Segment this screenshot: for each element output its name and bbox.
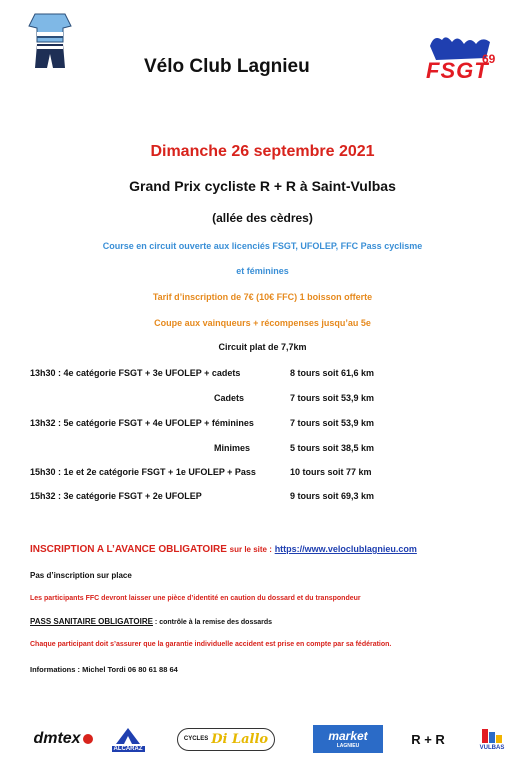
schedule-row-left: Cadets	[214, 393, 245, 403]
club-name: Vélo Club Lagnieu	[144, 56, 310, 77]
fsgt-logo-text: FSGT	[426, 58, 489, 83]
inscription-site-label: sur le site :	[229, 545, 272, 554]
event-date: Dimanche 26 septembre 2021	[150, 143, 375, 160]
pass-line	[30, 617, 272, 626]
inscription-heading: INSCRIPTION A L’AVANCE OBLIGATOIRE	[30, 544, 227, 555]
schedule-row-right: 7 tours soit 53,9 km	[290, 418, 375, 428]
schedule-row-left: 13h32 : 5e catégorie FSGT + 4e UFOLEP + féminines	[30, 418, 254, 428]
schedule-row-left: 13h30 : 4e catégorie FSGT + 3e UFOLEP + cadets	[30, 368, 241, 378]
insurance-note: Chaque participant doit s’assurer que la garantie individuelle accident est prise en compte par sa fédération.	[30, 641, 392, 648]
event-location: (allée des cèdres)	[212, 211, 313, 225]
event-open-line1: Course en circuit ouverte aux licenciés FSGT, UFOLEP, FFC Pass cyclisme	[102, 241, 423, 251]
cycles-text: CYCLES	[183, 736, 209, 742]
cycles-dilallo-logo	[172, 722, 280, 756]
schedule-row-right: 5 tours soit 38,5 km	[290, 443, 375, 453]
vulbas-logo	[474, 722, 510, 756]
schedule-row-left: Minimes	[214, 443, 251, 453]
schedule-row-left: 15h32 : 3e catégorie FSGT + 2e UFOLEP	[30, 491, 202, 501]
ffc-note: Les participants FFC devront laisser une pièce d’identité en caution du dossard et du transpondeur	[30, 595, 361, 602]
carrefour-market-logo	[312, 722, 384, 756]
dilallo-text: Di Lallo	[211, 731, 269, 747]
inscription-line	[30, 544, 417, 555]
jersey-image	[27, 12, 73, 74]
market-text: market	[328, 729, 368, 743]
rr-logo: R + R	[411, 731, 445, 747]
vulbas-logo-text: VULBAS	[479, 745, 505, 751]
no-onsite-registration: Pas d’inscription sur place	[30, 571, 132, 580]
alcaraz-logo-text: ALCARAZ	[113, 746, 143, 752]
pass-text: : contrôle à la remise des dossards	[152, 619, 273, 626]
contact-info: Informations : Michel Tordi 06 80 61 88 64	[30, 665, 178, 674]
schedule-row-right: 10 tours soit 77 km	[290, 467, 372, 477]
event-tarif: Tarif d’inscription de 7€ (10€ FFC) 1 boisson offerte	[152, 292, 373, 302]
schedule-row-right: 8 tours soit 61,6 km	[290, 368, 375, 378]
event-circuit: Circuit plat de 7,7km	[218, 342, 307, 352]
alcaraz-logo	[108, 722, 148, 756]
inscription-url-link[interactable]: https://www.veloclublagnieu.com	[274, 544, 417, 554]
event-open-line2: et féminines	[236, 266, 289, 276]
schedule-row-left: 15h30 : 1e et 2e catégorie FSGT + 1e UFOLEP + Pass	[30, 467, 256, 477]
fsgt-logo-number: 69	[482, 52, 496, 66]
event-coupe: Coupe aux vainqueurs + récompenses jusqu’au 5e	[154, 318, 371, 328]
schedule-row-right: 7 tours soit 53,9 km	[290, 393, 375, 403]
dmtex-logo-text: dmtex	[33, 730, 81, 747]
dmtex-logo	[28, 722, 98, 756]
event-title: Grand Prix cycliste R + R à Saint-Vulbas	[129, 178, 396, 194]
schedule-row-right: 9 tours soit 69,3 km	[290, 491, 375, 501]
market-subtext: LAGNIEU	[336, 743, 360, 749]
fsgt-logo	[420, 32, 500, 88]
pass-heading: PASS SANITAIRE OBLIGATOIRE	[30, 617, 153, 626]
